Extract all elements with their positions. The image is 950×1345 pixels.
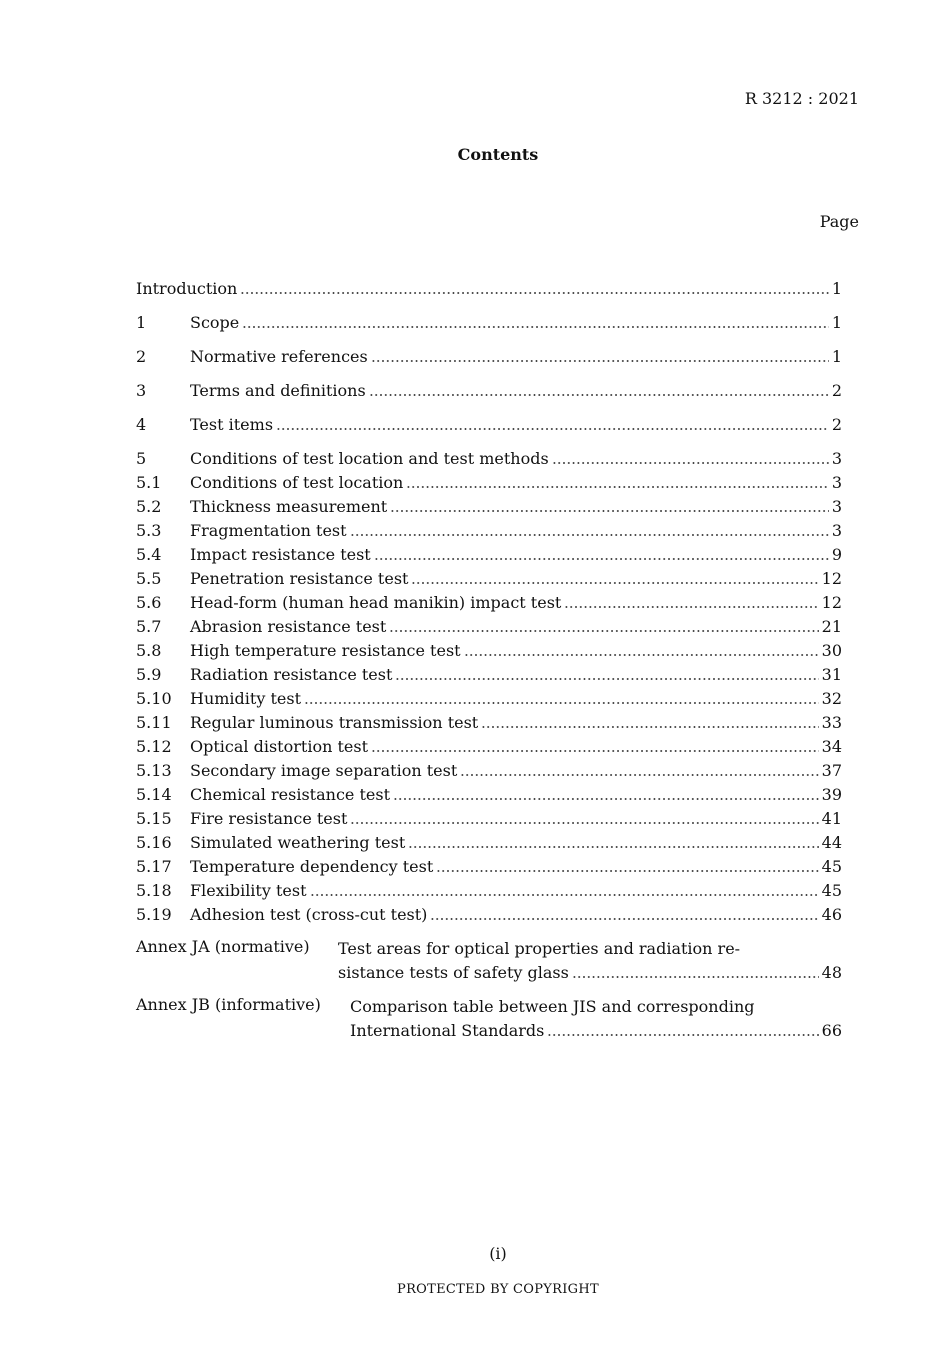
toc-subentry[interactable] [136, 519, 842, 543]
toc-entry-annex-ja[interactable] [136, 937, 842, 985]
toc-entry-title: Conditions of test location and test methods [190, 449, 549, 468]
toc-entry-page: 45 [821, 881, 842, 900]
toc-entry-title: Optical distortion test [190, 737, 368, 756]
annex-title-line-1: Test areas for optical properties and radiation re- [338, 939, 741, 958]
toc-entry-title: Abrasion resistance test [190, 617, 387, 636]
toc-entry-page: 39 [821, 785, 842, 804]
toc-entry-page: 32 [821, 689, 842, 708]
toc-entry-page: 9 [831, 545, 842, 564]
toc-entry-number: 5.7 [136, 617, 162, 636]
toc-entry-page: 2 [831, 415, 842, 434]
toc-entry-page: 12 [821, 569, 842, 588]
toc-entry-title: Head-form (human head manikin) impact test [190, 593, 562, 612]
toc-entry-page: 46 [821, 905, 842, 924]
toc-entry-number: 5.18 [136, 881, 172, 900]
toc-entry-page: 48 [821, 963, 842, 982]
toc-subentry[interactable] [136, 663, 842, 687]
toc-entry-number: 5.16 [136, 833, 172, 852]
toc-entry-page: 41 [821, 809, 842, 828]
toc-subentry[interactable] [136, 783, 842, 807]
dot-leader [395, 678, 818, 680]
toc-subentry[interactable] [136, 615, 842, 639]
toc-entry-number: 5.8 [136, 641, 162, 660]
toc-subentry[interactable] [136, 543, 842, 567]
copyright-notice: PROTECTED BY COPYRIGHT [397, 1282, 599, 1297]
toc-entry-title: Flexibility test [190, 881, 307, 900]
toc-entry-title: Introduction [136, 279, 238, 298]
page-column-heading: Page [819, 212, 859, 231]
toc-entry-page: 1 [831, 347, 842, 366]
table-of-contents [136, 277, 842, 1043]
dot-leader [406, 486, 828, 488]
toc-entry-title: Normative references [190, 347, 368, 366]
toc-entry-title: Impact resistance test [190, 545, 371, 564]
toc-entry-page: 37 [821, 761, 842, 780]
dot-leader [350, 534, 829, 536]
document-number: R 3212 : 2021 [744, 89, 859, 108]
dot-leader [276, 428, 829, 430]
dot-leader [547, 1034, 818, 1036]
annex-label: Annex JA (normative) [136, 937, 310, 956]
toc-entry-number: 5.10 [136, 689, 172, 708]
dot-leader [242, 326, 829, 328]
dot-leader [393, 798, 819, 800]
dot-leader [304, 702, 819, 704]
toc-entry-page: 30 [821, 641, 842, 660]
toc-entry-page: 3 [831, 473, 842, 492]
toc-entry-test-items[interactable] [136, 413, 842, 437]
toc-entry-title: Test items [190, 415, 274, 434]
toc-entry-number: 5.3 [136, 521, 162, 540]
toc-entry-page: 2 [831, 381, 842, 400]
annex-title-line-2: sistance tests of safety glass [338, 963, 569, 982]
toc-entry-title: Radiation resistance test [190, 665, 393, 684]
toc-entry-page: 21 [821, 617, 842, 636]
toc-subentry[interactable] [136, 687, 842, 711]
toc-entry-number: 5.9 [136, 665, 162, 684]
toc-entry-normative-references[interactable] [136, 345, 842, 369]
toc-entry-page: 33 [821, 713, 842, 732]
toc-subentry[interactable] [136, 495, 842, 519]
dot-leader [411, 582, 818, 584]
toc-subentry[interactable] [136, 639, 842, 663]
toc-entry-scope[interactable] [136, 311, 842, 335]
dot-leader [408, 846, 818, 848]
toc-subentry[interactable] [136, 711, 842, 735]
dot-leader [572, 976, 819, 978]
dot-leader [460, 774, 818, 776]
dot-leader [350, 822, 818, 824]
toc-subentry[interactable] [136, 759, 842, 783]
toc-entry-page: 3 [831, 497, 842, 516]
toc-entry-number: 5.17 [136, 857, 172, 876]
dot-leader [430, 918, 818, 920]
toc-entry-test-conditions-and-methods[interactable] [136, 447, 842, 471]
dot-leader [552, 462, 829, 464]
toc-entry-number: 5.12 [136, 737, 172, 756]
toc-entry-page: 31 [821, 665, 842, 684]
toc-entry-title: Penetration resistance test [190, 569, 409, 588]
toc-entry-number: 5.2 [136, 497, 162, 516]
toc-subentry[interactable] [136, 471, 842, 495]
toc-entry-title: Chemical resistance test [190, 785, 390, 804]
dot-leader [371, 360, 829, 362]
toc-entry-title: Humidity test [190, 689, 301, 708]
annex-title-line-2: International Standards [350, 1021, 545, 1040]
toc-entry-number: 5.1 [136, 473, 162, 492]
toc-entry-number: 3 [136, 381, 147, 400]
contents-title: Contents [457, 145, 539, 164]
toc-entry-number: 5.11 [136, 713, 172, 732]
toc-entry-title: Terms and definitions [190, 381, 366, 400]
toc-entry-terms-and-definitions[interactable] [136, 379, 842, 403]
toc-entry-number: 5.14 [136, 785, 172, 804]
toc-entry-title: High temperature resistance test [190, 641, 461, 660]
dot-leader [436, 870, 818, 872]
dot-leader [464, 654, 819, 656]
toc-entry-introduction[interactable] [136, 277, 842, 301]
toc-entry-number: 4 [136, 415, 147, 434]
toc-entry-number: 5.13 [136, 761, 172, 780]
toc-entry-page: 1 [831, 279, 842, 298]
toc-entry-title: Secondary image separation test [190, 761, 458, 780]
dot-leader [371, 750, 819, 752]
toc-entry-number: 5.6 [136, 593, 162, 612]
toc-entry-page: 3 [831, 521, 842, 540]
toc-entry-title: Fire resistance test [190, 809, 348, 828]
toc-subentry[interactable] [136, 567, 842, 591]
toc-entry-title: Adhesion test (cross-cut test) [190, 905, 428, 924]
toc-subentry[interactable] [136, 855, 842, 879]
toc-entry-page: 12 [821, 593, 842, 612]
toc-entry-page: 3 [831, 449, 842, 468]
toc-entry-number: 5.5 [136, 569, 162, 588]
toc-entry-page: 1 [831, 313, 842, 332]
toc-entry-number: 2 [136, 347, 147, 366]
toc-entry-number: 5.4 [136, 545, 162, 564]
dot-leader [564, 606, 818, 608]
toc-subentry[interactable] [136, 735, 842, 759]
toc-entry-title: Temperature dependency test [190, 857, 434, 876]
toc-entry-title: Scope [190, 313, 240, 332]
dot-leader [389, 630, 818, 632]
toc-entry-title: Simulated weathering test [190, 833, 406, 852]
dot-leader [390, 510, 829, 512]
toc-entry-title: Thickness measurement [190, 497, 388, 516]
toc-entry-page: 45 [821, 857, 842, 876]
dot-leader [374, 558, 829, 560]
toc-entry-number: 1 [136, 313, 147, 332]
dot-leader [481, 726, 818, 728]
footer-page-number: (i) [489, 1244, 507, 1263]
toc-entry-title: Regular luminous transmission test [190, 713, 479, 732]
toc-subentry[interactable] [136, 591, 842, 615]
toc-subentry[interactable] [136, 903, 842, 927]
toc-entry-number: 5 [136, 449, 147, 468]
toc-entry-title: Fragmentation test [190, 521, 347, 540]
toc-entry-page: 66 [821, 1021, 842, 1040]
annex-title-line-1: Comparison table between JIS and corresponding [350, 997, 755, 1016]
dot-leader [240, 292, 828, 294]
toc-subentry[interactable] [136, 879, 842, 903]
dot-leader [369, 394, 829, 396]
toc-entry-page: 34 [821, 737, 842, 756]
toc-entry-page: 44 [821, 833, 842, 852]
toc-entry-number: 5.19 [136, 905, 172, 924]
toc-subentry[interactable] [136, 807, 842, 831]
toc-entry-annex-jb[interactable] [136, 995, 842, 1043]
toc-entry-number: 5.15 [136, 809, 172, 828]
annex-label: Annex JB (informative) [136, 995, 321, 1014]
dot-leader [310, 894, 819, 896]
toc-entry-title: Conditions of test location [190, 473, 404, 492]
toc-subentry[interactable] [136, 831, 842, 855]
